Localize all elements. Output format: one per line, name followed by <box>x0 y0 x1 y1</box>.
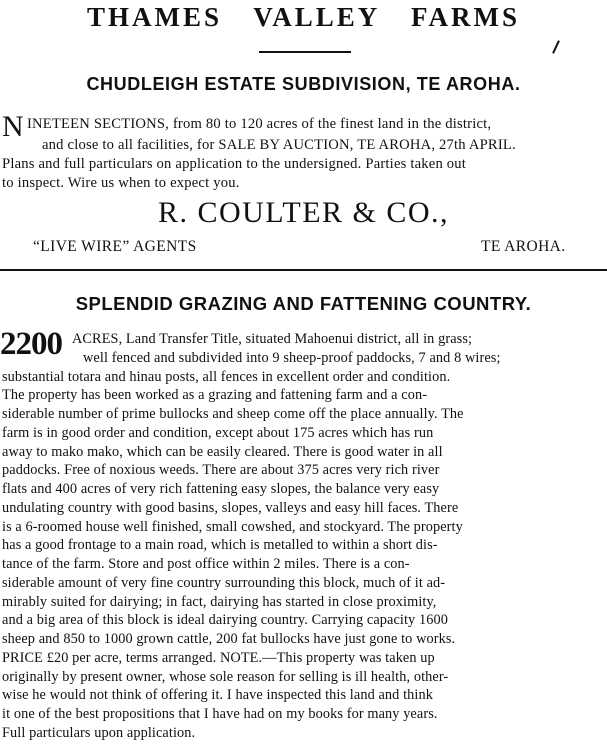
ad2-line-15: mirably suited for dairying; in fact, dairying has started in close proximity, <box>2 593 437 610</box>
title-divider <box>259 51 351 53</box>
agent-tagline: “LIVE WIRE” AGENTS <box>33 238 197 255</box>
ad1-dropcap: N <box>2 110 24 143</box>
page-title: THAMES VALLEY FARMS <box>86 2 521 32</box>
ad2-line-8: paddocks. Free of noxious weeds. There are about 375 acres very rich river <box>2 462 440 479</box>
ad2-line-2: well fenced and subdivided into 9 sheep-proof paddocks, 7 and 8 wires; <box>83 349 501 366</box>
ad1-line-4: to inspect. Wire us when to expect you. <box>2 175 240 191</box>
ad2-line-11: is a 6-roomed house well finished, small cowshed, and stockyard. The property <box>2 518 463 535</box>
ad2-dropcap: 2200 <box>0 326 62 362</box>
ad2-line-19: originally by present owner, whose sole reason for selling is ill health, other- <box>2 668 449 685</box>
ad2-line-18: PRICE £20 per acre, terms arranged. NOTE.—This property was taken up <box>2 649 435 666</box>
ad2-line-1: ACRES, Land Transfer Title, situated Mahoenui district, all in grass; <box>72 331 473 347</box>
ad1-heading: CHUDLEIGH ESTATE SUBDIVISION, TE AROHA. <box>86 74 521 94</box>
ad2-line-14: siderable amount of very fine country surrounding this block, much of it ad- <box>2 574 446 591</box>
ad2-line-4: The property has been worked as a grazing and fattening farm and a con- <box>2 387 428 404</box>
ad2-line-13: tance of the farm. Store and post office within 2 miles. There is a con- <box>2 556 410 572</box>
ad2-line-6: farm is in good order and condition, except about 175 acres which has run <box>2 424 434 441</box>
ad2-line-22: Full particulars upon application. <box>2 724 196 741</box>
ad1-line-2: and close to all facilities, for SALE BY AUCTION, TE AROHA, 27th APRIL. <box>42 137 516 153</box>
ad2-line-20: wise he would not think of offering it. I have inspected this land and think <box>2 687 433 704</box>
ad2-line-9: flats and 400 acres of very rich fattening easy slopes, the balance very easy <box>2 481 440 497</box>
ad2-line-21: it one of the best propositions that I have had on my books for many years. <box>2 706 438 722</box>
ad2-line-17: sheep and 850 to 1000 grown cattle, 200 fat bullocks have just gone to works. <box>2 631 456 647</box>
section-divider <box>0 269 607 271</box>
ad2-line-5: siderable number of prime bullocks and sheep come off the place annually. The <box>2 406 464 422</box>
print-mark <box>552 40 560 54</box>
ad2-line-7: away to mako mako, which can be easily cleared. There is good water in all <box>2 443 443 460</box>
agent-name: R. COULTER & CO., <box>157 196 450 229</box>
ad2-line-16: and a big area of this block is ideal dairying country. Carrying capacity 1600 <box>2 612 448 629</box>
ad2-heading: SPLENDID GRAZING AND FATTENING COUNTRY. <box>75 293 532 314</box>
ad2-line-3: substantial totara and hinau posts, all fences in excellent order and condition. <box>2 368 451 385</box>
ad2-line-10: undulating country with good basins, slopes, valleys and easy hill faces. There <box>2 499 459 516</box>
agent-location: TE AROHA. <box>481 238 566 255</box>
ad1-line-3: Plans and full particulars on application to the undersigned. Parties taken out <box>2 156 467 172</box>
ad2-line-12: has a good frontage to a main road, which is metalled to within a short dis- <box>2 537 438 554</box>
ad1-line-1: INETEEN SECTIONS, from 80 to 120 acres of the finest land in the district, <box>27 116 492 132</box>
